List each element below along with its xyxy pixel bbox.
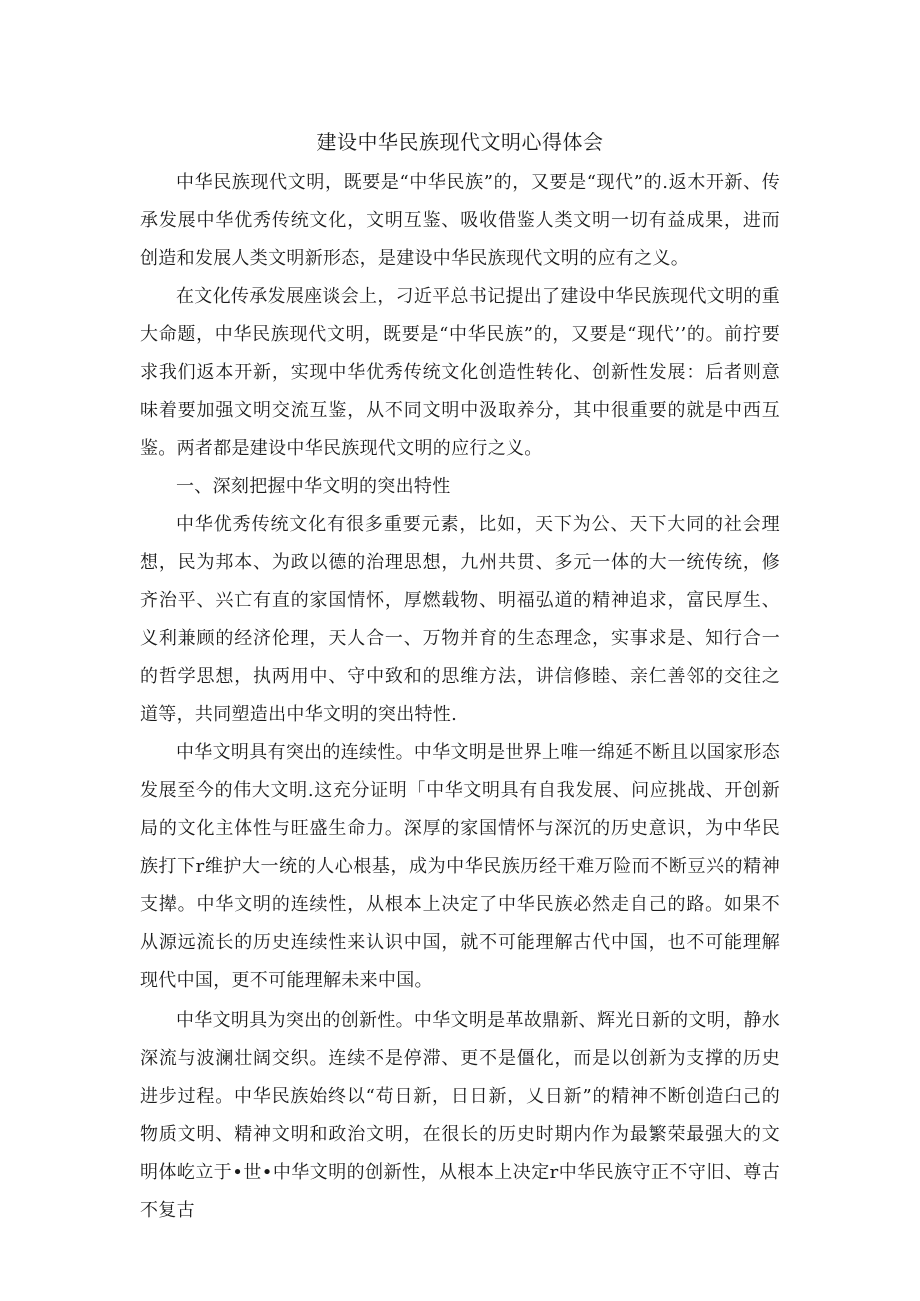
paragraph-innovation: 中华文明具为突出的创新性。中华文明是革故鼎新、辉光日新的文明，静水深流与波澜壮阔交织。连续不是停滞、更不是僵化，而是以创新为支撑的历史进步过程。中华民族始终以“苟日新，日日新，乂日新”的精神不断创造臼己的物质文明、精神文明和政治文明，在很长的历史时期内作为最繁荣最强大的文明体屹立于•世•中华文明的创新性，从根本上决定r中华民族守正不守旧、尊古不复古 <box>140 1010 780 1221</box>
paragraph-intro: 中华民族现代文明，既要是“中华民族”的，又要是“现代”的.返木开新、传承发展中华优秀传统文化，文明互鉴、吸收借鉴人类文明一切有益成果，进而创造和发展人类文明新形态，是建设中华民族现代文明的应有之义。 <box>140 172 780 269</box>
section-heading-1: 一、深刻把握中华文明的突出特性 <box>176 476 451 497</box>
document-title: 建设中华民族现代文明心得体会 <box>316 130 604 154</box>
paragraph-continuity: 中华文明具有突出的连续性。中华文明是世界上唯一绵延不断且以国家形态发展至今的伟大文明.这充分证明「中华文明具有自我发展、问应挑战、开创新局的文化主体性与旺盛生命力。深厚的家国情怀与深沉的历史意识，为中华民族打下r维护大一统的人心根基，成为中华民族历经干难万险而不断豆兴的精神支撵。中华文明的连续性，从根本上决定了中华民族必然走自己的路。如果不从源远流长的历史连续性来认识中国，就不可能理解古代中国，也不可能理解现代中国，更不可能理解未来中国。 <box>140 742 780 991</box>
paragraph-symposium: 在文化传承发展座谈会上，刁近平总书记提出了建设中华民族现代文明的重大命题，中华民族现代文明，既要是“中华民族”的，又要是“现代’’的。前拧要求我们返本开新，实现中华优秀传统文化创造性转化、创新性发展：后者则意味着要加强文明交流互鉴，从不同文明中汲取养分，其中很重要的就是中西互鉴。两者都是建设中华民族现代文明的应行之义。 <box>140 286 780 459</box>
paragraph-traditional-culture: 中华优秀传统文化有很多重要元素，比如，天下为公、天下大同的社会理想，民为邦本、为政以德的治理思想，九州共贯、多元一体的大一统传统，修齐治平、兴亡有直的家国情怀，厚燃载物、明福弘道的精神追求，富民厚生、义利兼顾的经济伦理，天人合一、万物并育的生态理念，实事求是、知行合一的哲学思想，执两用中、守中致和的思维方法，讲信修睦、亲仁善邻的交往之道等，共同塑造出中华文明的突出特性. <box>140 514 780 725</box>
